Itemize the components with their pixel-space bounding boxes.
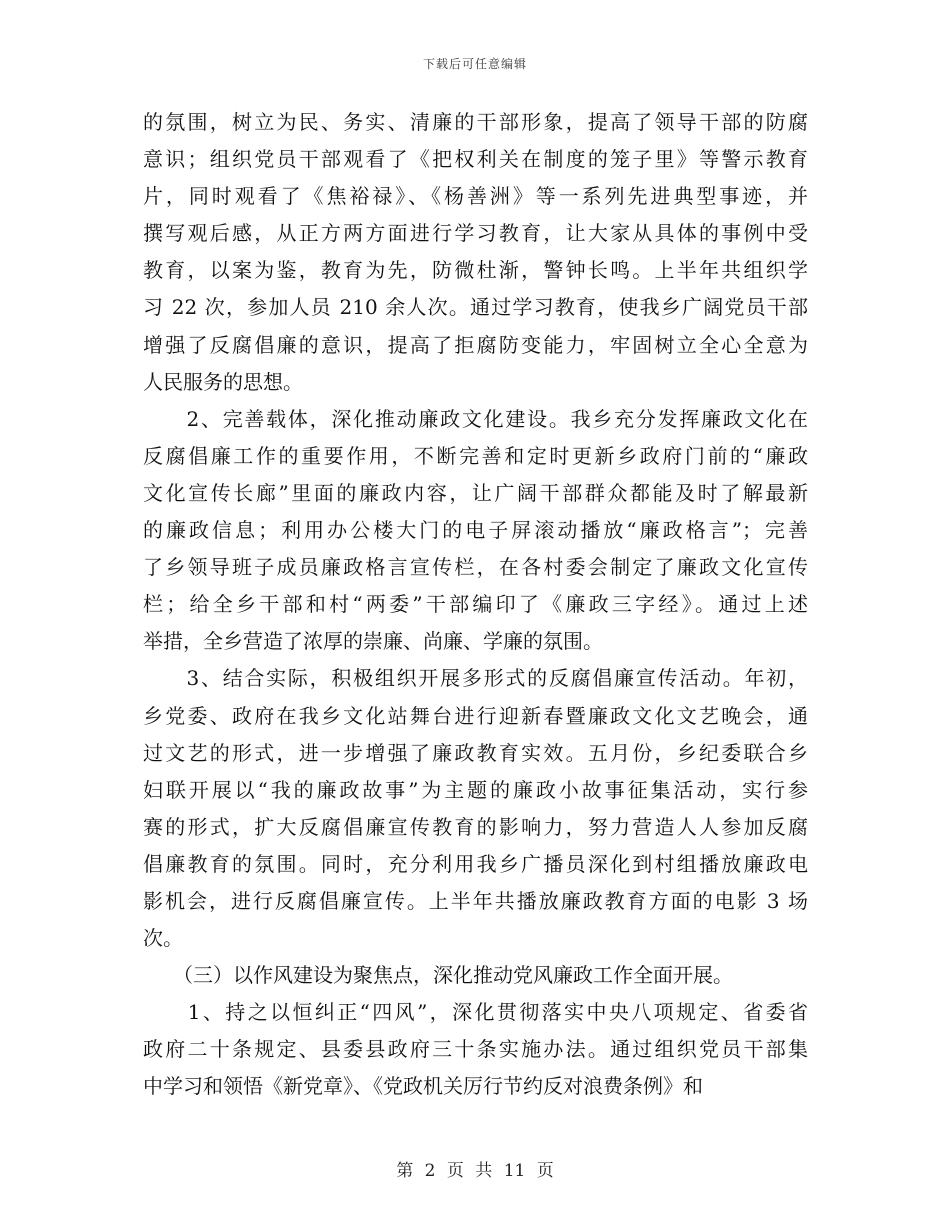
text-line: 教育，以案为鉴，教育为先，防微杜渐，警钟长鸣。上半年共组织学 xyxy=(143,258,808,283)
text-line: 中学习和领悟《新党章》、《党政机关厉行节约反对浪费条例》和 xyxy=(143,1074,703,1099)
text-line: 意识；组织党员干部观看了《把权利关在制度的笼子里》等警示教育 xyxy=(143,147,808,172)
text-line: 的氛围，树立为民、务实、清廉的干部形象，提高了领导干部的防腐 xyxy=(143,110,808,134)
text-line: 次。 xyxy=(143,926,183,951)
text-line: 栏；给全乡干部和村“两委”干部编印了《廉政三字经》。通过上述 xyxy=(143,592,808,617)
document-body xyxy=(143,104,808,1106)
text-line: 撰写观后感，从正方两方面进行学习教育，让大家从具体的事例中受 xyxy=(143,221,808,246)
text-line: 妇联开展以“我的廉政故事”为主题的廉政小故事征集活动，实行参 xyxy=(143,777,808,802)
page-header: 下载后可任意编辑 xyxy=(422,57,527,71)
text-line: 的廉政信息；利用办公楼大门的电子屏滚动播放“廉政格言”；完善 xyxy=(143,518,808,543)
page-number-footer: 第 2 页 共 11 页 xyxy=(396,1161,554,1181)
text-line: 影机会，进行反腐倡廉宣传。上半年共播放廉政教育方面的电影 3 场 xyxy=(143,888,808,913)
text-line: 人民服务的思想。 xyxy=(143,369,303,394)
text-line: 文化宣传长廊”里面的廉政内容，让广阔干部群众都能及时了解最新 xyxy=(143,480,808,505)
text-line: 1、持之以恒纠正“四风”，深化贯彻落实中央八项规定、省委省 xyxy=(143,1000,808,1025)
text-line: 过文艺的形式，进一步增强了廉政教育实效。五月份，乡纪委联合乡 xyxy=(143,740,808,765)
text-line: 3、结合实际，积极组织开展多形式的反腐倡廉宣传活动。年初， xyxy=(143,666,808,691)
text-line: （三）以作风建设为聚焦点，深化推动党风廉政工作全面开展。 xyxy=(143,963,733,988)
text-line: 政府二十条规定、县委县政府三十条实施办法。通过组织党员干部集 xyxy=(143,1037,808,1062)
text-line: 赛的形式，扩大反腐倡廉宣传教育的影响力，努力营造人人参加反腐 xyxy=(143,814,808,839)
text-line: 2、完善载体，深化推动廉政文化建设。我乡充分发挥廉政文化在 xyxy=(143,406,808,431)
text-line: 举措，全乡营造了浓厚的崇廉、尚廉、学廉的氛围。 xyxy=(143,629,603,654)
text-line: 了乡领导班子成员廉政格言宣传栏，在各村委会制定了廉政文化宣传 xyxy=(143,555,808,580)
text-line: 习 22 次，参加人员 210 余人次。通过学习教育，使我乡广阔党员干部 xyxy=(143,295,808,320)
text-line: 乡党委、政府在我乡文化站舞台进行迎新春暨廉政文化文艺晚会，通 xyxy=(143,703,808,728)
text-line: 倡廉教育的氛围。同时，充分利用我乡广播员深化到村组播放廉政电 xyxy=(143,851,808,876)
text-line: 反腐倡廉工作的重要作用，不断完善和定时更新乡政府门前的“廉政 xyxy=(143,443,808,468)
text-line: 增强了反腐倡廉的意识，提高了拒腐防变能力，牢固树立全心全意为 xyxy=(143,332,808,357)
text-line: 片，同时观看了《焦裕禄》、《杨善洲》等一系列先进典型事迹，并 xyxy=(143,184,808,209)
